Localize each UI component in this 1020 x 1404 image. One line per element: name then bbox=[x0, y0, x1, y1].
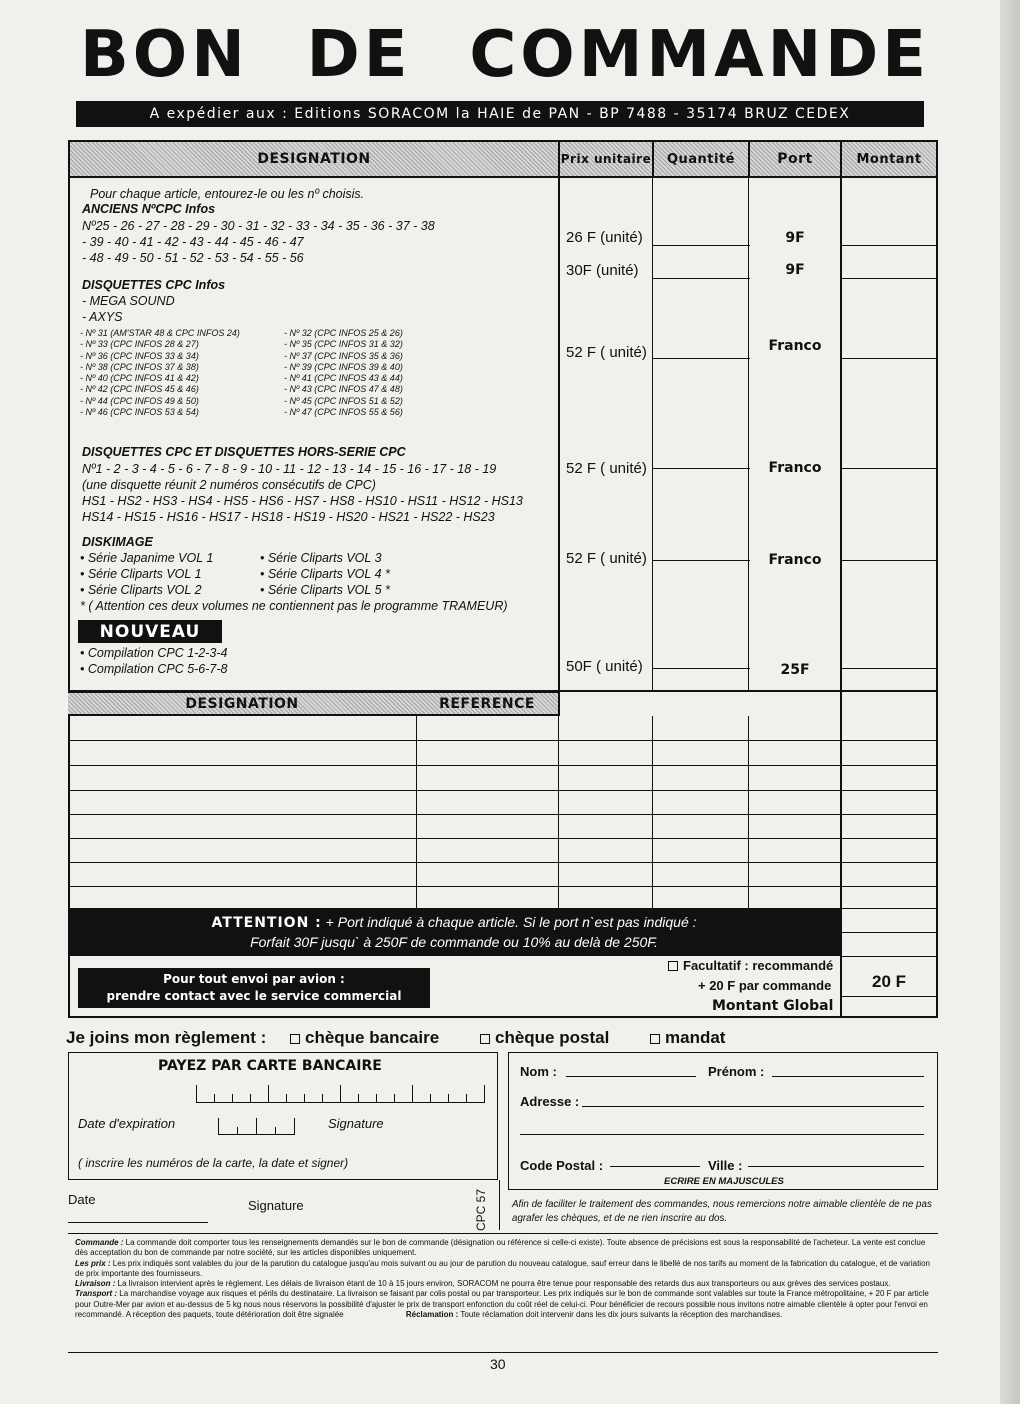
montant-line bbox=[840, 668, 936, 669]
header-designation: DESIGNATION bbox=[68, 140, 560, 178]
disquette-right: - Nº 39 (CPC INFOS 39 & 40) bbox=[284, 362, 403, 372]
signature-label: Signature bbox=[248, 1198, 304, 1213]
fine-prix bbox=[75, 1259, 935, 1280]
carte-instruction: ( inscrire les numéros de la carte, la date et signer) bbox=[78, 1156, 349, 1170]
anciens-line: Nº25 - 26 - 27 - 28 - 29 - 30 - 31 - 32 - 33 - 34 - 35 - 36 - 37 - 38 bbox=[82, 219, 435, 233]
hors-serie-line: (une disquette réunit 2 numéros consécutifs de CPC) bbox=[82, 478, 376, 492]
disquette-left: - Nº 42 (CPC INFOS 45 & 46) bbox=[80, 384, 199, 394]
qty-line bbox=[652, 358, 750, 359]
disquette-left: - Nº 33 (CPC INFOS 28 & 27) bbox=[80, 339, 199, 349]
card-digit-sep bbox=[358, 1094, 359, 1103]
carte-title: PAYEZ PAR CARTE BANCAIRE bbox=[158, 1058, 382, 1074]
price-diskimage: 52 F ( unité) bbox=[566, 550, 647, 567]
port-nouveau: 25F bbox=[780, 662, 810, 678]
expiration-label: Date d'expiration bbox=[78, 1116, 176, 1131]
checkbox-icon[interactable] bbox=[668, 961, 678, 971]
diskimage-right: • Série Cliparts VOL 5 * bbox=[260, 583, 390, 597]
adresse-field[interactable] bbox=[582, 1106, 924, 1107]
diskimage-right: • Série Cliparts VOL 3 bbox=[260, 551, 382, 565]
price-disquettes-top: 30F (unité) bbox=[566, 262, 639, 279]
table-bottom bbox=[68, 1016, 938, 1018]
option-label: chèque postal bbox=[495, 1028, 610, 1047]
port-disquettes: Franco bbox=[768, 338, 822, 354]
card-digit-sep bbox=[214, 1094, 215, 1103]
option-label: chèque bancaire bbox=[305, 1028, 440, 1047]
diskimage-left: • Série Cliparts VOL 1 bbox=[80, 567, 202, 581]
montant-line bbox=[840, 278, 936, 279]
exp-digit-sep bbox=[275, 1127, 276, 1135]
attention-label: ATTENTION : bbox=[211, 915, 322, 931]
diskimage-left: • Série Cliparts VOL 2 bbox=[80, 583, 202, 597]
section-title-disquettes: DISQUETTES CPC Infos bbox=[82, 278, 226, 292]
subheader-reference: REFERENCE bbox=[416, 692, 560, 716]
card-digit-sep bbox=[286, 1094, 287, 1103]
fine-top-line bbox=[68, 1233, 938, 1234]
montant-line bbox=[840, 358, 936, 359]
carte-signature-label: Signature bbox=[328, 1116, 384, 1131]
free-row[interactable] bbox=[68, 740, 938, 741]
free-row[interactable] bbox=[68, 838, 938, 839]
nouveau-badge: NOUVEAU bbox=[78, 620, 222, 643]
hors-serie-line: HS14 - HS15 - HS16 - HS17 - HS18 - HS19 - HS20 - HS21 - HS22 - HS23 bbox=[82, 510, 495, 524]
fine-label: Réclamation : bbox=[405, 1310, 459, 1320]
code-postal-label: Code Postal : bbox=[520, 1158, 604, 1173]
nom-label: Nom : bbox=[520, 1064, 557, 1079]
checkbox-icon[interactable] bbox=[480, 1034, 490, 1044]
hors-serie-line: HS1 - HS2 - HS3 - HS4 - HS5 - HS6 - HS7 - HS8 - HS10 - HS11 - HS12 - HS13 bbox=[82, 494, 523, 508]
card-digit-sep bbox=[304, 1094, 305, 1103]
card-digit-sep bbox=[448, 1094, 449, 1103]
attention-line2: Forfait 30F jusqu` à 250F de commande ou 10% au delà de 250F. bbox=[250, 934, 658, 950]
anciens-line: - 39 - 40 - 41 - 42 - 43 - 44 - 45 - 46 - 47 bbox=[82, 235, 304, 249]
free-row[interactable] bbox=[68, 790, 938, 791]
ville-field[interactable] bbox=[748, 1166, 924, 1167]
qty-line bbox=[652, 245, 750, 246]
fine-bottom-line bbox=[68, 1352, 938, 1353]
free-row[interactable] bbox=[840, 908, 936, 909]
section-title-diskimage: DISKIMAGE bbox=[82, 535, 153, 549]
avion-line2: prendre contact avec le service commercial bbox=[106, 989, 402, 1003]
disquette-left: - Nº 31 (AM'STAR 48 & CPC INFOS 24) bbox=[80, 328, 240, 338]
facultatif-amount: 20 F bbox=[872, 972, 907, 991]
col-divider bbox=[558, 176, 560, 692]
fine-label: Commande : bbox=[75, 1238, 124, 1247]
montant-line bbox=[840, 468, 936, 469]
disquette-left: - Nº 36 (CPC INFOS 33 & 34) bbox=[80, 351, 199, 361]
adresse-label: Adresse : bbox=[520, 1094, 580, 1109]
fine-label: Livraison : bbox=[75, 1279, 116, 1289]
free-row-divider bbox=[652, 716, 653, 908]
fine-text: La commande doit comporter tous les renseignements demandés sur le bon de commande (désignation ou référence si celle-ci existe). Toute absence de précisions est sous la responsabilité de l'acheteur. La vente est conclue dès acceptation du bon de commande par notre société, sur les articles disponibles uniquement. bbox=[75, 1238, 926, 1258]
avion-line1: Pour tout envoi par avion : bbox=[163, 972, 345, 986]
option-cheque-postal[interactable] bbox=[480, 1028, 609, 1048]
disquette-right: - Nº 32 (CPC INFOS 25 & 26) bbox=[284, 328, 403, 338]
nouveau-item: • Compilation CPC 5-6-7-8 bbox=[80, 662, 228, 676]
diskimage-right: • Série Cliparts VOL 4 * bbox=[260, 567, 390, 581]
card-digit-sep bbox=[394, 1094, 395, 1103]
section-title-hors-serie: DISQUETTES CPC ET DISQUETTES HORS-SERIE CPC bbox=[82, 445, 406, 459]
disquette-right: - Nº 41 (CPC INFOS 43 & 44) bbox=[284, 373, 403, 383]
title-word: BON bbox=[80, 18, 249, 92]
col-divider bbox=[652, 176, 653, 692]
fine-text: Les prix indiqués sont valables du jour de la parution du catalogue jusqu'au mois suivant ou au jour de parution du nouveau catalogue, sauf erreur dans le libellé de nos tarifs au moment de la fabrication du catalogue, et de variation de prix importante des fournisseurs. bbox=[75, 1258, 930, 1278]
title-word: COMMANDE bbox=[469, 18, 930, 92]
date-label: Date bbox=[68, 1192, 96, 1207]
checkbox-icon[interactable] bbox=[650, 1034, 660, 1044]
address-banner: A expédier aux : Editions SORACOM la HAIE de PAN - BP 7488 - 35174 BRUZ CEDEX bbox=[76, 101, 924, 127]
anciens-line: - 48 - 49 - 50 - 51 - 52 - 53 - 54 - 55 - 56 bbox=[82, 251, 304, 265]
fine-print bbox=[75, 1238, 935, 1320]
page-title bbox=[80, 18, 930, 92]
qty-line bbox=[652, 668, 750, 669]
price-hors-serie: 52 F ( unité) bbox=[566, 460, 647, 477]
facultatif-line1[interactable] bbox=[668, 958, 833, 974]
attention-box bbox=[68, 908, 840, 956]
cpc-code: CPC 57 bbox=[474, 1188, 489, 1232]
card-digit-sep bbox=[430, 1094, 431, 1103]
card-digit-sep bbox=[250, 1094, 251, 1103]
port-hors-serie: Franco bbox=[768, 460, 822, 476]
fine-text: Toute réclamation doit intervenir dans les dix jours suivants la réception des marchandises. bbox=[458, 1310, 783, 1320]
free-row[interactable] bbox=[68, 814, 938, 815]
facultatif-label: Facultatif : recommandé bbox=[683, 958, 834, 973]
montant-line bbox=[840, 245, 936, 246]
header-prix: Prix unitaire bbox=[558, 140, 654, 178]
free-row[interactable] bbox=[68, 765, 938, 766]
section-title-anciens: ANCIENS NºCPC Infos bbox=[82, 202, 216, 216]
fine-transport bbox=[75, 1289, 935, 1320]
qty-line bbox=[652, 468, 750, 469]
disquette-left: - Nº 46 (CPC INFOS 53 & 54) bbox=[80, 407, 199, 417]
majuscules-note: ECRIRE EN MAJUSCULES bbox=[664, 1176, 784, 1187]
header-port: Port bbox=[748, 140, 842, 178]
col-divider bbox=[748, 176, 749, 692]
free-row-divider bbox=[748, 716, 749, 908]
disquette-left: - Nº 40 (CPC INFOS 41 & 42) bbox=[80, 373, 199, 383]
card-digit-sep bbox=[268, 1085, 269, 1103]
disquettes-item: - AXYS bbox=[82, 310, 123, 324]
card-digit-sep bbox=[322, 1094, 323, 1103]
qty-line bbox=[652, 278, 750, 279]
date-line[interactable] bbox=[68, 1222, 208, 1223]
port-disquettes-top: 9F bbox=[785, 262, 805, 278]
code-postal-field[interactable] bbox=[610, 1166, 700, 1167]
disquette-left: - Nº 44 (CPC INFOS 49 & 50) bbox=[80, 396, 199, 406]
fine-text: La marchandise voyage aux risques et périls du destinataire. La livraison se faisant par colis postal ou par transporteur. Les prix indiqués sur le bon de commande sont valables sur toute la France métropolitaine, + 20 F par article pour Outre-Mer par avion et au-dessus de 5 kg nous nous réservons la possibilité d'ajuster le prix de transport enfonction du coût réel de celui-ci. Pour bénéficier de recours possible nous invitons notre aimable clientèle à opter pour l'envoi en recommandé. A réception des paquets, toute détérioration doit être signalée bbox=[75, 1289, 929, 1320]
exp-digit-sep bbox=[218, 1118, 219, 1135]
disquette-right: - Nº 35 (CPC INFOS 31 & 32) bbox=[284, 339, 403, 349]
disquette-left: - Nº 38 (CPC INFOS 37 & 38) bbox=[80, 362, 199, 372]
instruction-text: Pour chaque article, entourez-le ou les nº choisis. bbox=[90, 187, 365, 201]
header-quantite: Quantité bbox=[652, 140, 750, 178]
free-row-divider bbox=[558, 716, 559, 908]
free-row[interactable] bbox=[68, 862, 938, 863]
option-label: mandat bbox=[665, 1028, 726, 1047]
disquettes-item: - MEGA SOUND bbox=[82, 294, 175, 308]
checkbox-icon[interactable] bbox=[290, 1034, 300, 1044]
card-digit-sep bbox=[466, 1094, 467, 1103]
subheader-designation: DESIGNATION bbox=[68, 692, 418, 716]
card-digit-sep bbox=[196, 1085, 197, 1103]
afin-note: Afin de faciliter le traitement des commandes, nous remercions notre aimable clientèle de ne pas agrafer les chèques, et de ne rien inscrire au dos. bbox=[512, 1199, 932, 1224]
montant-line bbox=[840, 560, 936, 561]
header-montant: Montant bbox=[840, 140, 938, 178]
ville-label: Ville : bbox=[708, 1158, 743, 1173]
card-digit-sep bbox=[412, 1085, 413, 1103]
port-diskimage: Franco bbox=[768, 552, 822, 568]
reglement-label: Je joins mon règlement : bbox=[66, 1028, 267, 1047]
price-nouveau: 50F ( unité) bbox=[566, 658, 643, 675]
attention-line1: + Port indiqué à chaque article. Si le port n`est pas indiqué : bbox=[321, 914, 697, 930]
exp-digit-sep bbox=[294, 1118, 295, 1135]
prenom-field[interactable] bbox=[772, 1076, 924, 1077]
fine-text: La livraison intervient après le règlement. Les délais de livraison étant de 10 à 15 jours environ, SORACOM ne pourra être tenue pour responsable des retards dus aux transporteurs ou aux grèves des services postaux. bbox=[115, 1279, 891, 1289]
exp-digit-sep bbox=[256, 1118, 257, 1135]
port-anciens: 9F bbox=[785, 230, 805, 246]
free-row[interactable] bbox=[68, 886, 938, 887]
title-word: DE bbox=[306, 18, 412, 92]
avion-box bbox=[78, 968, 430, 1008]
disquette-right: - Nº 47 (CPC INFOS 55 & 56) bbox=[284, 407, 403, 417]
card-digit-sep bbox=[232, 1094, 233, 1103]
fine-label: Transport : bbox=[75, 1289, 118, 1299]
hors-serie-line: Nº1 - 2 - 3 - 4 - 5 - 6 - 7 - 8 - 9 - 10 - 11 - 12 - 13 - 14 - 15 - 16 - 17 - 18 - 19 bbox=[82, 462, 497, 476]
fine-label: Les prix : bbox=[75, 1258, 111, 1268]
card-digit-sep bbox=[376, 1094, 377, 1103]
diskimage-note: * ( Attention ces deux volumes ne contiennent pas le programme TRAMEUR) bbox=[80, 599, 508, 613]
free-row[interactable] bbox=[840, 956, 936, 957]
page-number: 30 bbox=[490, 1356, 506, 1372]
price-anciens: 26 F (unité) bbox=[566, 229, 643, 246]
nom-field[interactable] bbox=[566, 1076, 696, 1077]
free-row-divider bbox=[416, 716, 417, 908]
vertical-divider bbox=[499, 1180, 500, 1230]
facultatif-line2: + 20 F par commande bbox=[698, 978, 832, 993]
disquette-right: - Nº 45 (CPC INFOS 51 & 52) bbox=[284, 396, 403, 406]
fine-livraison bbox=[75, 1279, 935, 1289]
card-digit-sep bbox=[340, 1085, 341, 1103]
free-row[interactable] bbox=[840, 932, 936, 933]
fine-commande bbox=[75, 1238, 935, 1259]
nouveau-item: • Compilation CPC 1-2-3-4 bbox=[80, 646, 228, 660]
disquette-right: - Nº 43 (CPC INFOS 47 & 48) bbox=[284, 384, 403, 394]
amount-line bbox=[840, 996, 936, 997]
diskimage-left: • Série Japanime VOL 1 bbox=[80, 551, 214, 565]
exp-digit-sep bbox=[237, 1127, 238, 1135]
col-divider bbox=[840, 176, 842, 1016]
adresse-field-2[interactable] bbox=[520, 1134, 924, 1135]
price-disquettes: 52 F ( unité) bbox=[566, 344, 647, 361]
disquette-right: - Nº 37 (CPC INFOS 35 & 36) bbox=[284, 351, 403, 361]
montant-global-label: Montant Global bbox=[712, 998, 834, 1014]
card-digit-sep bbox=[484, 1085, 485, 1103]
qty-line bbox=[652, 560, 750, 561]
page-edge bbox=[1000, 0, 1020, 1404]
option-mandat[interactable] bbox=[650, 1028, 725, 1048]
prenom-label: Prénom : bbox=[708, 1064, 765, 1079]
option-cheque-bancaire[interactable] bbox=[290, 1028, 439, 1048]
